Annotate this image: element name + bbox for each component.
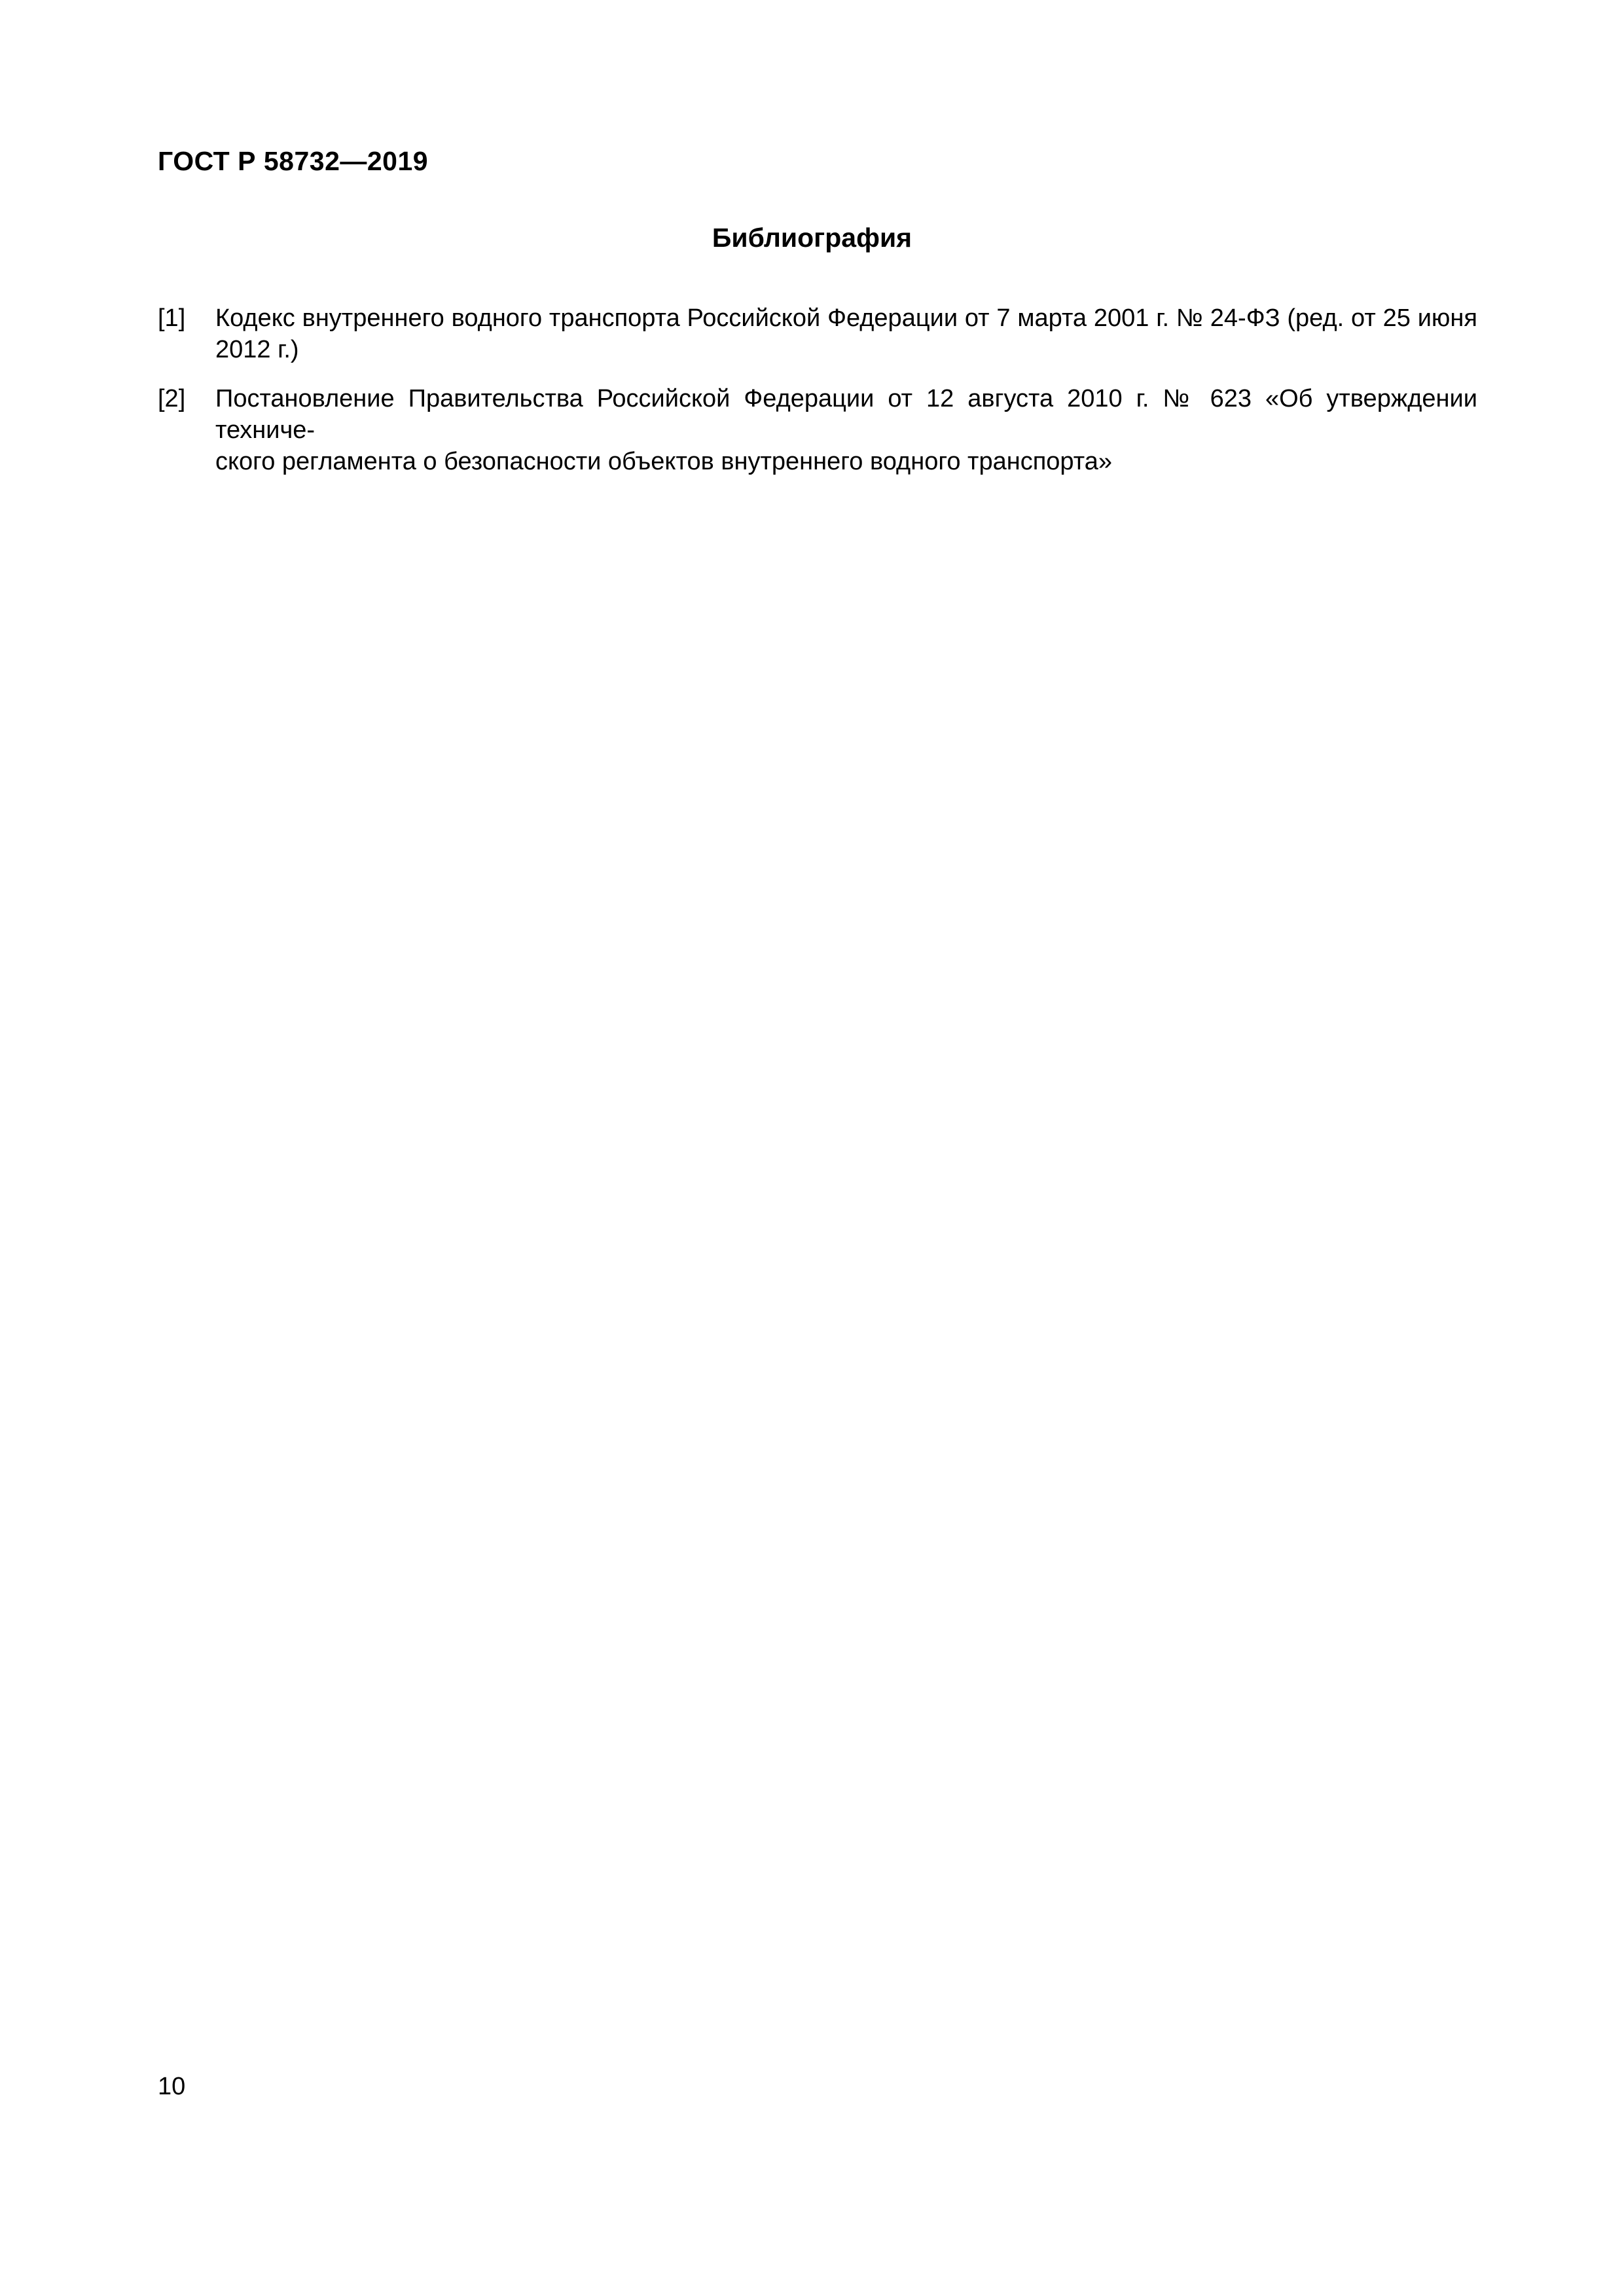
bibliography-entry-text-line: ского регламента о безопасности объектов внутреннего водного транспорта» [215,448,1112,475]
page-number: 10 [158,2073,186,2100]
bibliography-title: Библиография [712,223,912,253]
bibliography-entry-text-line: 2012 г.) [215,336,299,363]
bibliography-entry-1 [158,302,1477,365]
document-header-code: ГОСТ Р 58732—2019 [158,146,429,176]
bibliography-entry-text-line: Постановление Правительства Российской Федерации от 12 августа 2010 г. № 623 «Об утверждении техниче- [215,385,1477,444]
bibliography-entry-number: [2] [158,385,186,412]
bibliography-list [158,302,1477,495]
bibliography-entry-2 [158,383,1477,477]
bibliography-entry-text-line: Кодекс внутреннего водного транспорта Российской Федерации от 7 марта 2001 г. № 24-ФЗ (ред. от 25 июня [215,304,1477,332]
bibliography-entry-number: [1] [158,304,186,332]
